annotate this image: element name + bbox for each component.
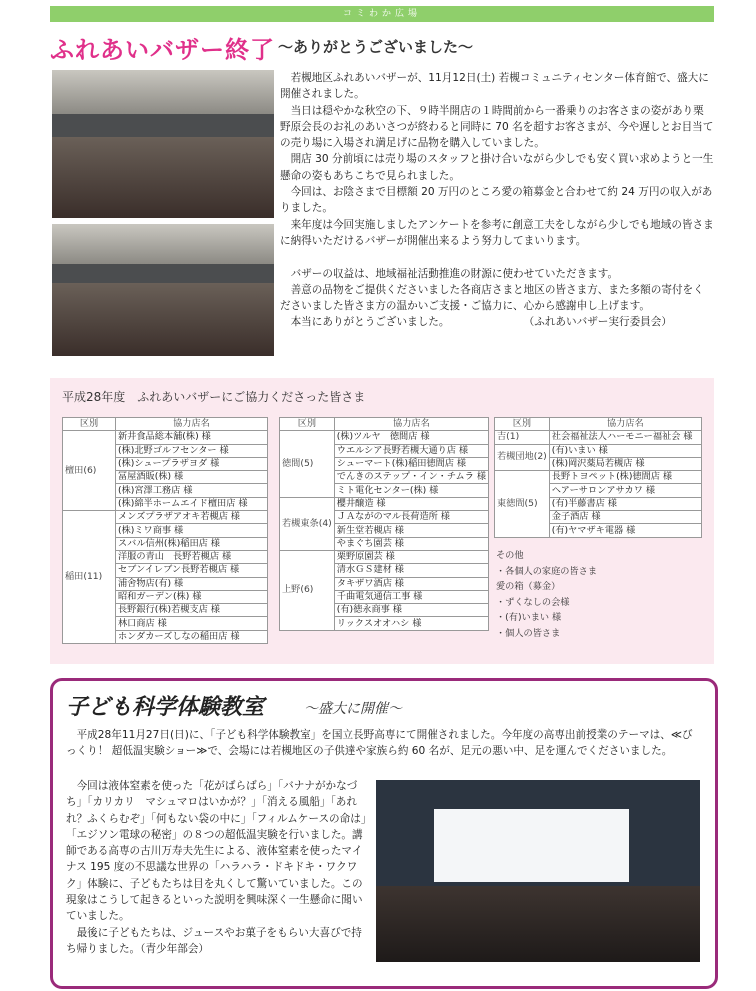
table-row	[63, 431, 268, 444]
area-cell: 吉(1)	[495, 431, 550, 444]
science-subtitle: ～盛大に開催～	[304, 701, 402, 717]
store-cell: 林口商店 様	[116, 617, 268, 630]
other-donors	[496, 548, 597, 642]
store-cell: (株)岡沢薬局若槻店 様	[549, 457, 701, 470]
area-cell: 檀田(6)	[63, 431, 116, 511]
column-header-store: 協力店名	[549, 418, 701, 431]
store-cell: (株)宮澤工務店 様	[116, 484, 268, 497]
other-donor-line: ・個人の皆さま	[496, 627, 561, 639]
table-row	[495, 471, 702, 484]
bazaar-spacer	[280, 249, 714, 265]
column-header-area: 区別	[63, 418, 116, 431]
store-cell: ウエルシア長野若槻大通り店 様	[334, 444, 488, 457]
area-cell: 徳間(5)	[280, 431, 335, 497]
sponsor-table-3	[494, 417, 702, 538]
bazaar-paragraph: 来年度は今回実施しましたアンケートを参考に創意工夫をしながら少しでも地域の皆さまに納得いただけるバザーが開催出来るよう努力してまいります。	[280, 218, 714, 247]
column-header-area: 区別	[495, 418, 550, 431]
store-cell: 千曲電気通信工事 様	[334, 590, 488, 603]
store-cell: 栗野原園芸 様	[334, 550, 488, 563]
bazaar-paragraph: 本当にありがとうございました。 （ふれあいバザー実行委員会）	[290, 316, 672, 329]
science-paragraph: 最後に子どもたちは、ジュースやお菓子をもらい大喜びで持ち帰りました。（青少年部会）	[66, 926, 362, 955]
science-title: 子ども科学体験教室	[66, 694, 265, 720]
store-cell: 昭和ガーデン(株) 様	[116, 590, 268, 603]
bazaar-photo-2	[52, 224, 274, 356]
store-cell: 社会福祉法人ハーモニー福祉会 様	[549, 431, 701, 444]
store-cell: 冨屋酒販(株) 様	[116, 471, 268, 484]
column-header-store: 協力店名	[116, 418, 268, 431]
store-cell: でんきのステップ・イン・チムラ 様	[334, 471, 488, 484]
table-row	[280, 431, 489, 444]
bazaar-photo-1	[52, 70, 274, 218]
bazaar-paragraph: 開店 30 分前頃には売り場のスタッフと掛け合いながら少しでも安く買い求めようと一生懸命の姿もあちこちで見られました。	[280, 153, 714, 182]
table-row	[495, 431, 702, 444]
sponsor-table-1	[62, 417, 268, 644]
store-cell: (有)いまい 様	[549, 444, 701, 457]
store-cell: 長野銀行(株)若槻支店 様	[116, 604, 268, 617]
bazaar-paragraph: 若槻地区ふれあいバザーが、11月12日(土) 若槻コミュニティセンター体育館で、盛大に開催されました。	[280, 72, 709, 101]
area-cell: 東徳間(5)	[495, 471, 550, 537]
store-cell: スバル信州(株)稲田店 様	[116, 537, 268, 550]
store-cell: セブンイレブン長野若槻店 様	[116, 564, 268, 577]
area-cell: 若槻東条(4)	[280, 497, 335, 550]
sponsors-title: 平成28年度 ふれあいバザーにご協力くださった皆さま	[62, 390, 366, 404]
sponsor-table-2	[279, 417, 489, 631]
store-cell: 清水ＧＳ建材 様	[334, 564, 488, 577]
store-cell: 浦舍物店(有) 様	[116, 577, 268, 590]
store-cell: (株)ミワ商事 様	[116, 524, 268, 537]
store-cell: タキザワ酒店 様	[334, 577, 488, 590]
store-cell: シューマート(株)稲田徳間店 様	[334, 457, 488, 470]
store-cell: (株)北野ゴルフセンター 様	[116, 444, 268, 457]
store-cell: ヘアーサロンアサカワ 様	[549, 484, 701, 497]
science-body	[66, 778, 371, 957]
science-paragraph: 今回は液体窒素を使った「花がばらばら」「バナナがかなづち」「カリカリ マシュマロはいかが？」「消える風船」「あれれ？ふくらむぞ」「何もない袋の中に」「フィルムケースの命は」「エジソン電球の秘密」の８つの超低温実験を行いました。講師である高専の古川万寿夫先生による、液体窒素を使ったマイナス 195 度の不思議な世界の「ハラハラ・ドキドキ・ワクワク」体験に、子どもたちは目を丸くして驚いていました。この現象はこうして起きるといった説明を興味深く一生懸命に聞いていました。	[66, 780, 367, 923]
store-cell: (株)綿半ホームエイド檀田店 様	[116, 497, 268, 510]
store-cell: やまぐち園芸 様	[334, 537, 488, 550]
bazaar-paragraph: 善意の品物をご提供くださいました各商店さまと地区の皆さま方、また多額の寄付をくださいました皆さま方の温かいご支援・ご協力に、心から感謝申し上げます。	[280, 283, 704, 313]
store-cell: 金子酒店 様	[549, 511, 701, 524]
store-cell: 新井食品総本舗(株) 様	[116, 431, 268, 444]
store-cell: 新生堂若槻店 様	[334, 524, 488, 537]
store-cell: 洋服の青山 長野若槻店 様	[116, 550, 268, 563]
bazaar-title: ふれあいバザー終了	[50, 36, 275, 64]
area-cell: 稲田(11)	[63, 511, 116, 644]
store-cell: リックスオオハシ 様	[334, 617, 488, 630]
store-cell: (有)ヤマザキ電器 様	[549, 524, 701, 537]
store-cell: ホンダカーズしなの稲田店 様	[116, 630, 268, 643]
other-donor-line: 愛の箱（募金）	[496, 581, 561, 593]
store-cell: (株)ツルヤ 徳間店 様	[334, 431, 488, 444]
bazaar-paragraph: バザーの収益は、地域福祉活動推進の財源に使わせていただきます。	[290, 267, 619, 280]
column-header-store: 協力店名	[334, 418, 488, 431]
table-header-row	[280, 418, 489, 431]
bazaar-paragraph: 今回は、お陰さまで目標額 20 万円のところ愛の箱募金と合わせて約 24 万円の収入がありました。	[280, 186, 713, 215]
table-header-row	[63, 418, 268, 431]
science-intro-text: 平成28年11月27日(日)に、「子ども科学体験教室」を国立長野高専にて開催されました。今年度の高専出前授業のテーマは、≪びっくり！ 超低温実験ショー≫で、会場には若槻地区の子供達や家族ら約 60 名が、足元の悪い中、足を運んでくださいました。	[66, 729, 693, 758]
other-donor-line: ・(有)いまい 様	[496, 612, 562, 624]
section-banner: コミわか広場	[50, 6, 714, 22]
store-cell: ミト電化センター(株) 様	[334, 484, 488, 497]
column-header-area: 区別	[280, 418, 335, 431]
store-cell: 櫻井醸造 様	[334, 497, 488, 510]
bazaar-paragraph: 当日は穏やかな秋空の下、９時半開店の１時間前から一番乗りのお客さまの姿があり栗野原会長のお礼のあいさつが終わると同時に 70 名を超すお客さまが、今や遅しとお目当ての売り場に入場され満足げに品物を購入していました。	[280, 104, 714, 150]
table-row	[280, 497, 489, 510]
table-row	[63, 511, 268, 524]
store-cell: ＪＡながのマル長荷造所 様	[334, 511, 488, 524]
area-cell: 上野(6)	[280, 550, 335, 630]
table-header-row	[495, 418, 702, 431]
bazaar-subtitle: ～ありがとうございました～	[278, 38, 474, 56]
store-cell: (有)徳永商事 様	[334, 604, 488, 617]
other-donor-line: ・各個人の家庭の皆さま	[496, 565, 598, 577]
store-cell: (有)半藤書店 様	[549, 497, 701, 510]
area-cell: 若槻団地(2)	[495, 444, 550, 471]
store-cell: (株)シュープラザヨダ 様	[116, 457, 268, 470]
other-donor-line: ・ずくなしの会様	[496, 596, 570, 608]
bazaar-body	[280, 70, 714, 331]
science-intro	[66, 727, 702, 760]
other-donor-line: その他	[496, 550, 524, 561]
store-cell: 長野トヨペット(株)徳間店 様	[549, 471, 701, 484]
table-row	[280, 550, 489, 563]
science-photo	[376, 780, 700, 962]
store-cell: メンズプラザアオキ若槻店 様	[116, 511, 268, 524]
table-row	[495, 444, 702, 457]
